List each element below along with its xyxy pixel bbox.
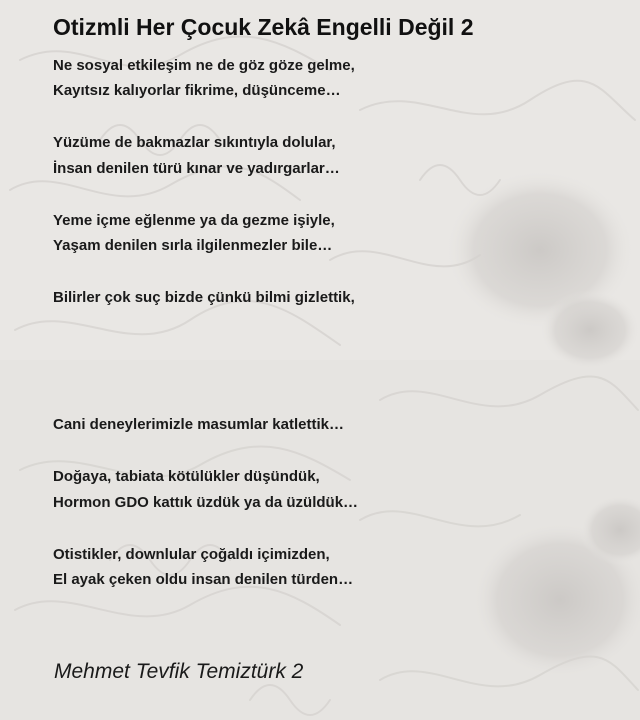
poem-line-3: Yüzüme de bakmazlar sıkıntıyla dolular, xyxy=(53,134,336,151)
poem-line-8: Cani deneylerimizle masumlar katlettik… xyxy=(53,416,344,433)
poem-line-4: İnsan denilen türü kınar ve yadırgarlar… xyxy=(53,160,340,177)
poem-author: Mehmet Tevfik Temiztürk 2 xyxy=(54,660,304,683)
poem-line-5: Yeme içme eğlenme ya da gezme işiyle, xyxy=(53,212,335,229)
poem-line-11: Otistikler, downlular çoğaldı içimizden, xyxy=(53,546,330,563)
poem-line-7: Bilirler çok suç bizde çünkü bilmi gizlettik, xyxy=(53,289,355,306)
poem-line-6: Yaşam denilen sırla ilgilenmezler bile… xyxy=(53,237,333,254)
poem-line-10: Hormon GDO kattık üzdük ya da üzüldük… xyxy=(53,494,359,511)
poem-line-9: Doğaya, tabiata kötülükler düşündük, xyxy=(53,468,320,485)
poem-title: Otizmli Her Çocuk Zekâ Engelli Değil 2 xyxy=(53,14,474,40)
poem-line-1: Ne sosyal etkileşim ne de göz göze gelme, xyxy=(53,57,355,74)
poem-line-12: El ayak çeken oldu insan denilen türden… xyxy=(53,571,354,588)
poem-line-2: Kayıtsız kalıyorlar fikrime, düşünceme… xyxy=(53,82,341,99)
